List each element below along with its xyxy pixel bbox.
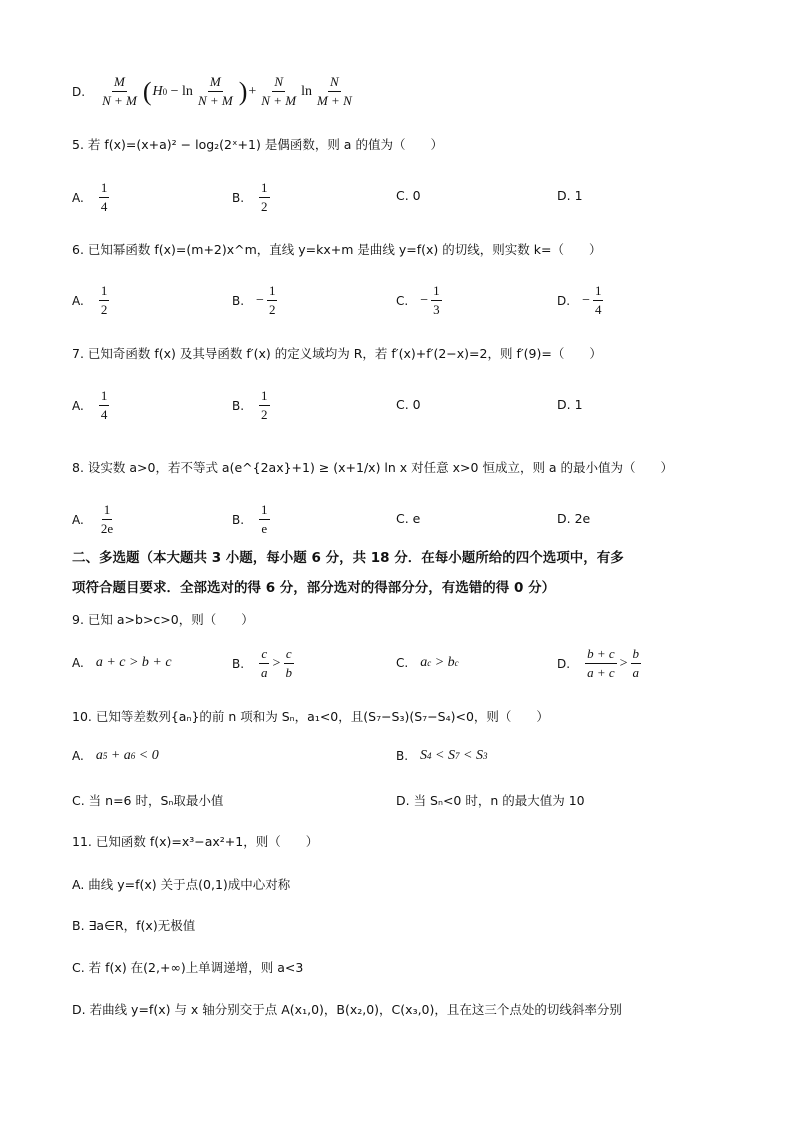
section-2-heading-line2: 项符合题目要求．全部选对的得 6 分，部分选对的得部分分，有选错的得 0 分）: [72, 580, 556, 596]
q7-option-b: B. $\frac{1}{2}$: [232, 388, 268, 422]
question-5-stem: 5. 若 f(x)=(x+a)² − log₂(2ˣ+1) 是偶函数，则 a 的值为（ ）: [72, 137, 443, 152]
q5-option-b: B. $\frac{1}{2}$: [232, 180, 268, 214]
question-9-stem: 9. 已知 a>b>c>0，则（ ）: [72, 612, 254, 627]
q4-option-d: [72, 74, 357, 109]
q9-option-b: B. $\frac{c}{a}$ > $\frac{c}{b}$: [232, 646, 292, 680]
q8-option-a: A. $\frac{1}{2e}$: [72, 502, 114, 536]
question-7-stem: 7. 已知奇函数 f(x) 及其导函数 f′(x) 的定义域均为 R，若 f′(x)+f′(2−x)=2，则 f′(9)=（ ）: [72, 346, 602, 361]
q6-option-a: A. $\frac{1}{2}$: [72, 283, 108, 317]
q8-option-d: D. 2e: [557, 511, 591, 526]
q6-option-c: C. − $\frac{1}{3}$: [396, 283, 440, 317]
q10-option-b: B. S 4 < S 7 < S 3: [396, 748, 488, 763]
q7-option-c: C. 0: [396, 397, 421, 412]
q5-option-a: A. $\frac{1}{4}$: [72, 180, 108, 214]
q11-option-a: A. 曲线 y=f(x) 关于点(0,1)成中心对称: [72, 877, 291, 892]
q7-option-a: A. $\frac{1}{4}$: [72, 388, 108, 422]
q8-option-c: C. e: [396, 511, 421, 526]
q11-option-d: D. 若曲线 y=f(x) 与 x 轴分别交于点 A(x₁,0)，B(x₂,0)，C(x₃,0)，且在这三个点处的切线斜率分别: [72, 1002, 622, 1017]
q6-option-d: D. − $\frac{1}{4}$: [557, 283, 602, 317]
q5-option-c: C. 0: [396, 188, 421, 203]
question-6-stem: 6. 已知幂函数 f(x)=(m+2)x^m，直线 y=kx+m 是曲线 y=f(x) 的切线，则实数 k=（ ）: [72, 242, 602, 257]
q6-option-b: B. − $\frac{1}{2}$: [232, 283, 276, 317]
q5-option-d: D. 1: [557, 188, 583, 203]
q9-option-d: D. $\frac{b + c}{a + c}$ > $\frac{b}{a}$: [557, 646, 640, 680]
q7-option-d: D. 1: [557, 397, 583, 412]
formula: $\frac{M}{N + M}$ ( H 0 − ln $\frac{M}{N + M}$ ) + $\frac{N}{N + M}$ ln $\frac{N}{M + N}$: [102, 74, 352, 108]
option-label: D.: [72, 84, 86, 99]
question-11-stem: 11. 已知函数 f(x)=x³−ax²+1，则（ ）: [72, 834, 319, 849]
q10-option-a: A. a 5 + a 6 < 0: [72, 748, 159, 763]
q9-option-c: C. a c > b c: [396, 655, 459, 670]
q9-option-a: A. a + c > b + c: [72, 655, 172, 670]
q10-option-d: D. 当 Sₙ<0 时，n 的最大值为 10: [396, 793, 585, 808]
q11-option-c: C. 若 f(x) 在(2,+∞)上单调递增，则 a<3: [72, 960, 304, 975]
q8-option-b: B. $\frac{1}{e}$: [232, 502, 268, 536]
question-8-stem: 8. 设实数 a>0，若不等式 a(e^{2ax}+1) ≥ (x+1/x) ln x 对任意 x>0 恒成立，则 a 的最小值为（ ）: [72, 460, 674, 475]
q10-option-c: C. 当 n=6 时，Sₙ取最小值: [72, 793, 224, 808]
section-2-heading-line1: 二、多选题（本大题共 3 小题，每小题 6 分，共 18 分．在每小题所给的四个选项中，有多: [72, 550, 624, 566]
question-10-stem: 10. 已知等差数列{aₙ}的前 n 项和为 Sₙ，a₁<0，且(S₇−S₃)(S₇−S₄)<0，则（ ）: [72, 709, 549, 724]
q11-option-b: B. ∃a∈R，f(x)无极值: [72, 918, 196, 933]
